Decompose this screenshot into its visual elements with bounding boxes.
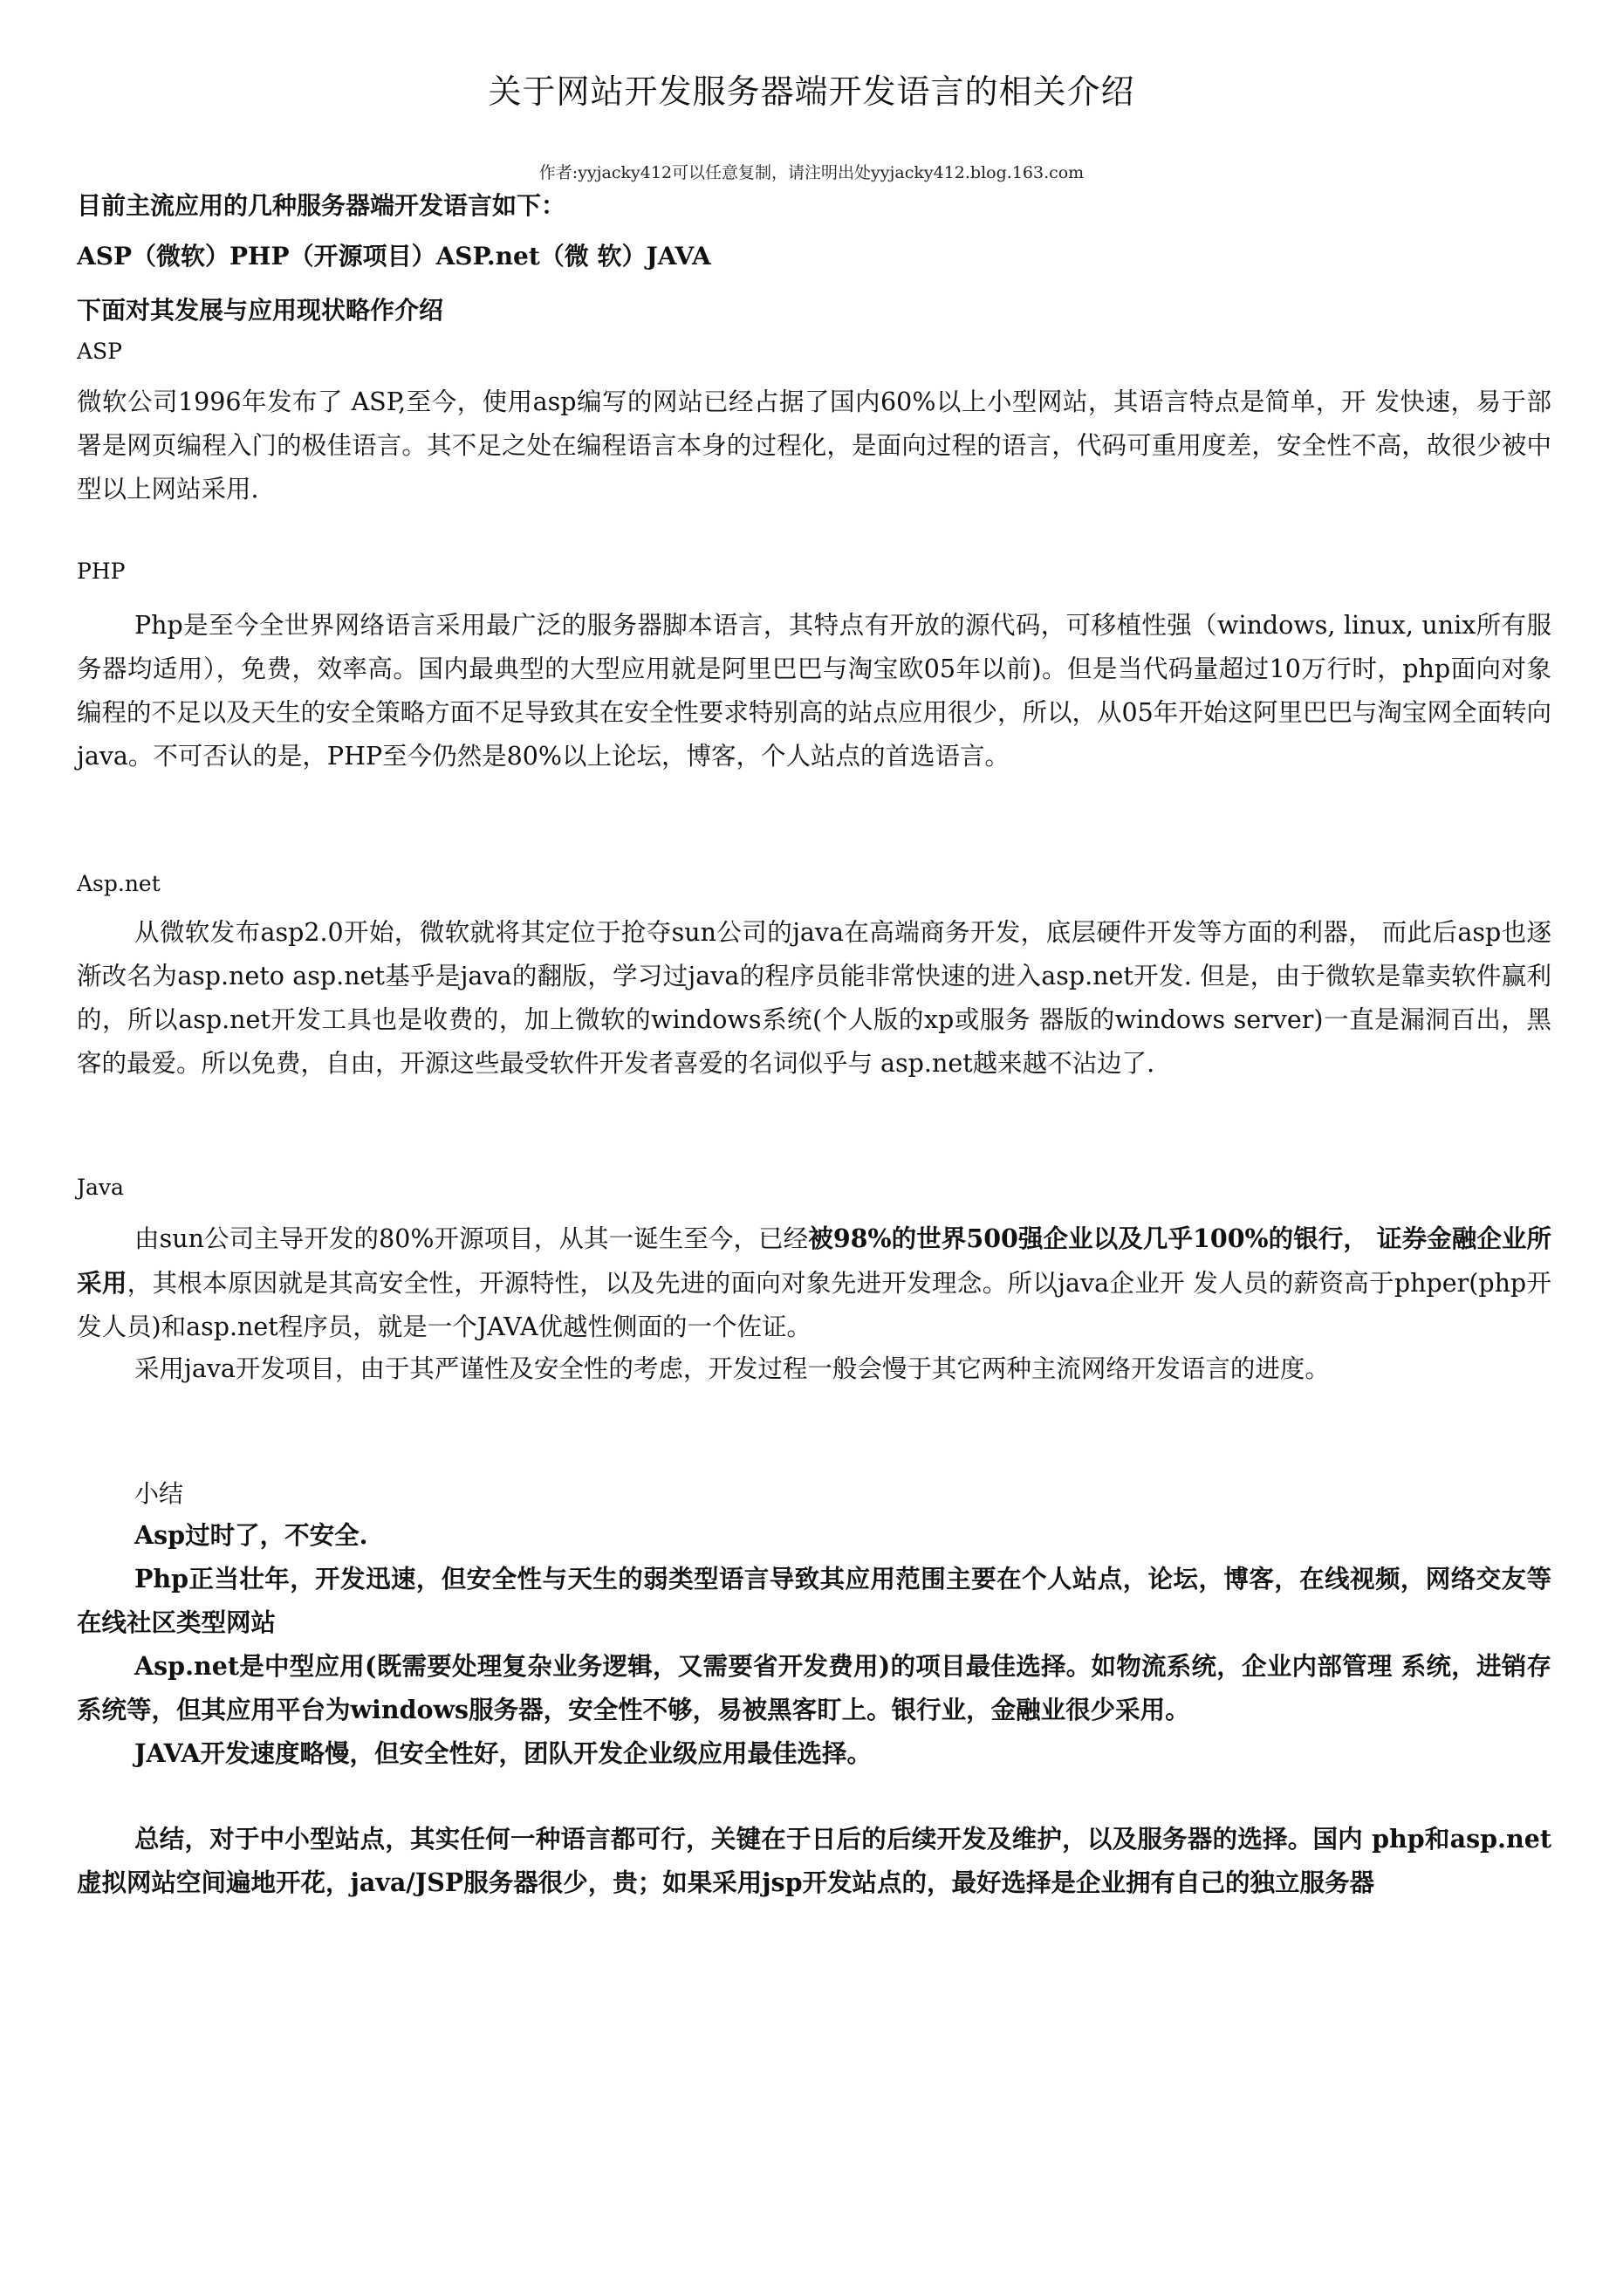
summary-php: Php正当壮年，开发迅速，但安全性与天生的弱类型语言导致其应用范围主要在个人站点，论坛，博客，在线视频，网络交友等在线社区类型网站 (77, 1564, 1551, 1637)
intro-line-2: ASP（微软）PHP（开源项目）ASP.net（微 软）JAVA (77, 242, 711, 271)
author-note: 作者:yyjacky412可以任意复制，请注明出处yyjacky412.blog.163.com (538, 163, 1085, 182)
java-body-start: 由sun公司主导开发的80%开源项目，从其一诞生至今，已经 (134, 1224, 809, 1253)
summary-asp: Asp过时了，不安全. (134, 1520, 368, 1550)
section-heading-php: PHP (77, 559, 126, 584)
section-heading-asp: ASP (77, 339, 123, 364)
section-heading-java: Java (77, 1175, 124, 1200)
section-body-java (77, 1217, 1551, 1349)
summary-java: JAVA开发速度略慢，但安全性好，团队开发企业级应用最佳选择。 (134, 1738, 873, 1768)
section-body-aspnet: 从微软发布asp2.0开始，微软就将其定位于抢夺sun公司的java在高端商务开发，底层硬件开发等方面的利器， 而此后asp也逐渐改名为asp.neto asp.net基乎是java的翻版，学习过java的程序员能非常快速的进入asp.net开发. 但是，由于微软是靠卖软件赢利的，所以asp.net开发工具也是收费的，加上微软的windows系统(个人版的xp或服务 器版的windows server)一直是漏洞百出，黑客的最爱。所以免费，自由，开源这些最受软件开发者喜爱的名词似乎与 asp.net越来越不沾边了. (77, 918, 1551, 1078)
section-body-php: Php是至今全世界网络语言采用最广泛的服务器脚本语言，其特点有开放的源代码，可移植性强（windows, linux, unix所有服务器均适用），免费，效率高。国内最典型的大型应用就是阿里巴巴与淘宝欧05年以前)。但是当代码量超过10万行时，php面向对象编程的不足以及天生的安全策略方面不足导致其在安全性要求特别高的站点应用很少，所以，从05年开始这阿里巴巴与淘宝网全面转向java。不可否认的是，PHP至今仍然是80%以上论坛，博客，个人站点的首选语言。 (77, 611, 1551, 771)
document-title: 关于网站开发服务器端开发语言的相关介绍 (488, 72, 1135, 111)
summary-aspnet: Asp.net是中型应用(既需要处理复杂业务逻辑，又需要省开发费用)的项目最佳选择。如物流系统，企业内部管理 系统，进销存系统等，但其应用平台为windows服务器，安全性不够，易被黑客盯上。银行业，金融业很少采用。 (77, 1651, 1551, 1724)
section-body-java-2: 采用java开发项目，由于其严谨性及安全性的考虑，开发过程一般会慢于其它两种主流网络开发语言的进度。 (134, 1354, 1330, 1383)
intro-line-3: 下面对其发展与应用现状略作介绍 (77, 296, 444, 325)
java-body-end: ，其根本原因就是其高安全性，开源特性，以及先进的面向对象先进开发理念。所以java企业开 发人员的薪资高于phper(php开发人员)和asp.net程序员，就是一个JAVA优越性侧面的一个佐证。 (77, 1269, 1551, 1341)
conclusion-paragraph: 总结，对于中小型站点，其实任何一种语言都可行，关键在于日后的后续开发及维护，以及服务器的选择。国内 php和asp.net虚拟网站空间遍地开花，java/JSP服务器很少，贵；如果采用jsp开发站点的，最好选择是企业拥有自己的独立服务器 (77, 1824, 1551, 1897)
summary-heading: 小结 (134, 1479, 184, 1508)
section-heading-aspnet: Asp.net (77, 871, 161, 896)
java-body-emphasis: 被98%的世界500强企业以及几乎100%的银行， 证券金融企业所采用 (77, 1223, 1552, 1298)
section-body-asp: 微软公司1996年发布了 ASP,至今，使用asp编写的网站已经占据了国内60%以上小型网站，其语言特点是简单，开 发快速，易于部署是网页编程入门的极佳语言。其不足之处在编程语言本身的过程化，是面向过程的语言，代码可重用度差，安全性不高，故很少被中型以上网站采用. (77, 387, 1551, 504)
intro-line-1: 目前主流应用的几种服务器端开发语言如下： (77, 191, 566, 220)
